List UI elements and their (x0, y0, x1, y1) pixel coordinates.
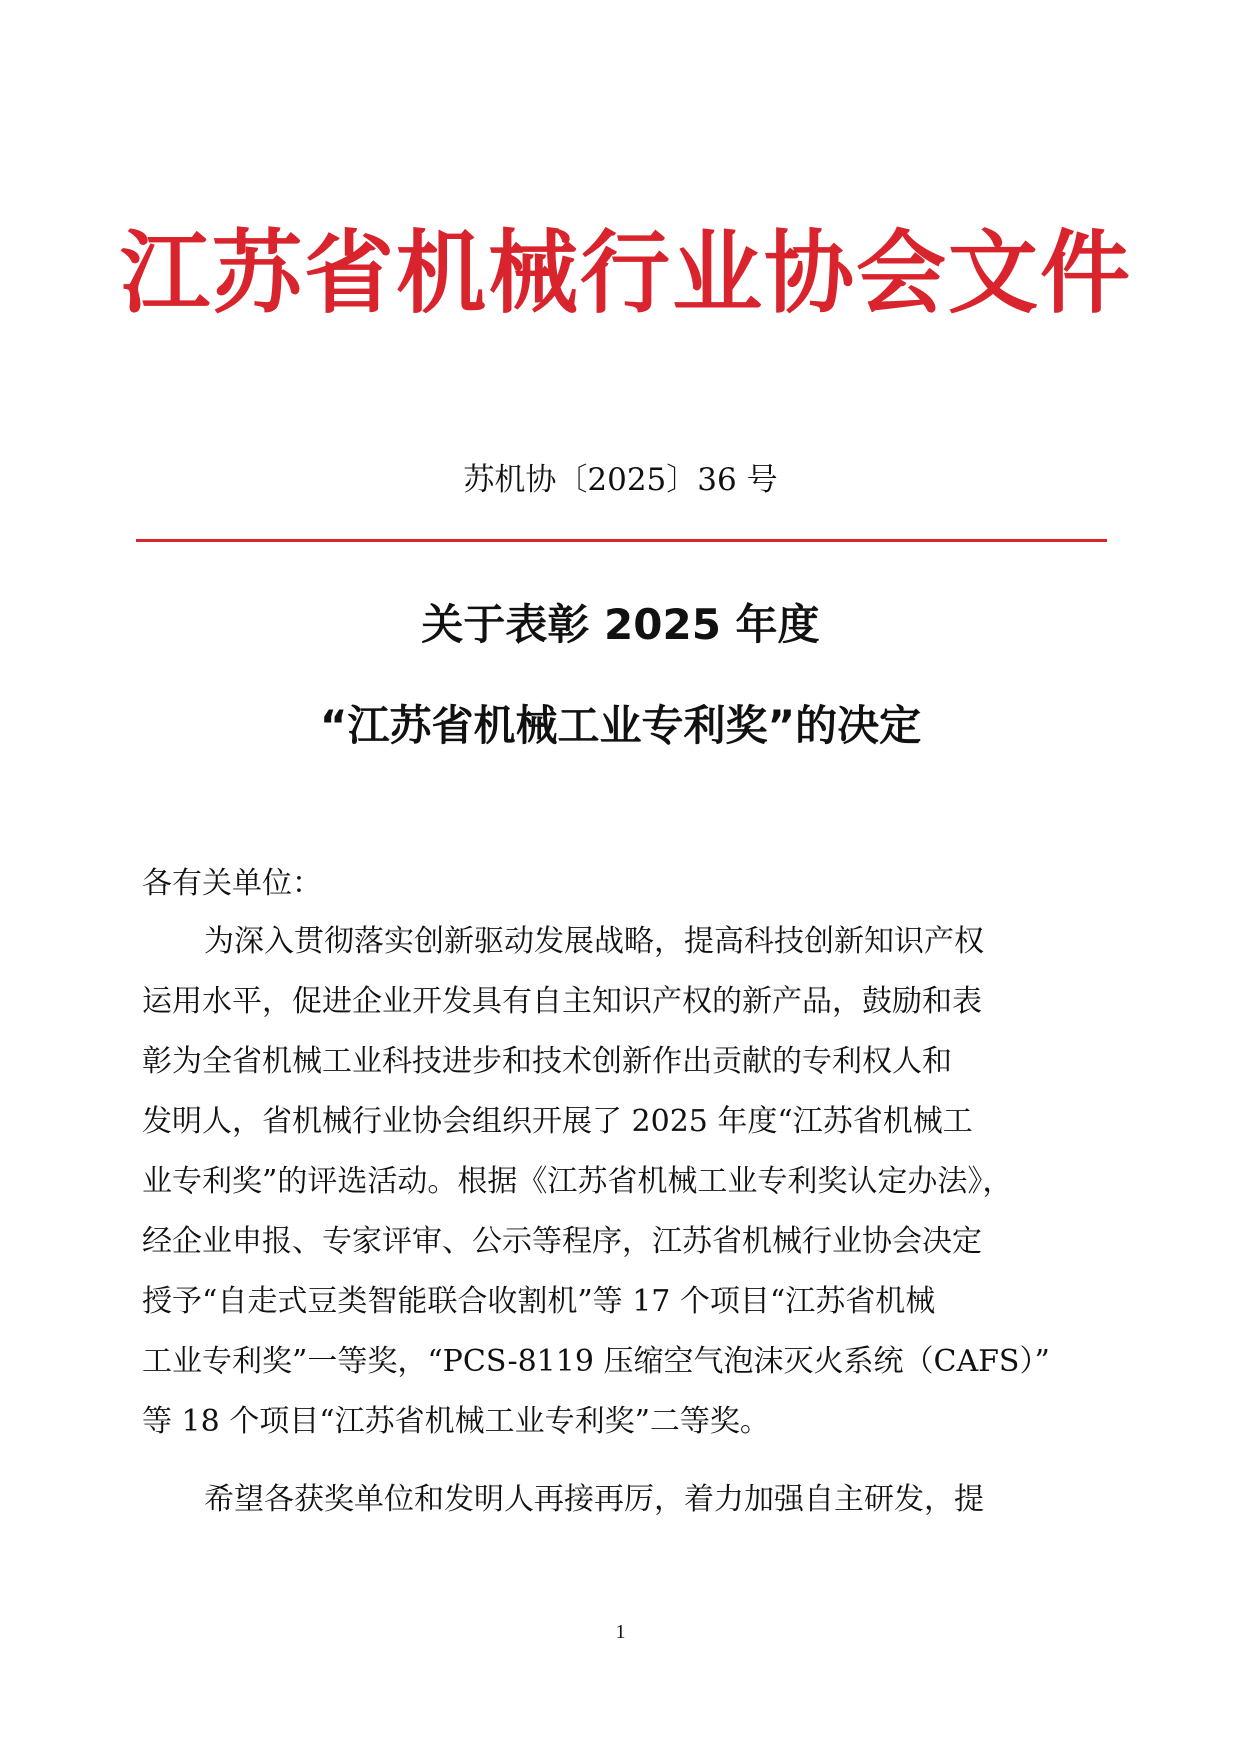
paragraph-1-line: 业专利奖”的评选活动。根据《江苏省机械工业专利奖认定办法》， (142, 1164, 1013, 1199)
paragraph-1-line: 授予“自走式豆类智能联合收割机”等 17 个项目“江苏省机械 (142, 1284, 936, 1319)
document-title-line-1: 关于表彰 2025 年度 (421, 600, 820, 649)
paragraph-1-line: 彰为全省机械工业科技进步和技术创新作出贡献的专利权人和 (142, 1044, 952, 1079)
paragraph-1-line: 经企业申报、专家评审、公示等程序，江苏省机械行业协会决定 (142, 1224, 982, 1259)
page-number: 1 (615, 1621, 626, 1643)
paragraph-1-line: 等 18 个项目“江苏省机械工业专利奖”二等奖。 (142, 1404, 770, 1439)
salutation: 各有关单位： (142, 866, 322, 901)
paragraph-1-line: 工业专利奖”一等奖，“PCS-8119 压缩空气泡沫灭火系统（CAFS）” (142, 1344, 1050, 1379)
paragraph-1-line: 运用水平，促进企业开发具有自主知识产权的新产品，鼓励和表 (142, 984, 982, 1019)
paragraph-1-line: 为深入贯彻落实创新驱动发展战略，提高科技创新知识产权 (204, 924, 984, 959)
document-title-line-2: “江苏省机械工业专利奖”的决定 (319, 701, 922, 750)
paragraph-2-line: 希望各获奖单位和发明人再接再厉，着力加强自主研发，提 (204, 1482, 984, 1517)
org-header-title: 江苏省机械行业协会文件 (120, 220, 1132, 326)
document-number: 苏机协〔2025〕36 号 (463, 462, 778, 498)
red-divider-rule (136, 539, 1107, 542)
paragraph-1-line: 发明人，省机械行业协会组织开展了 2025 年度“江苏省机械工 (142, 1104, 973, 1139)
